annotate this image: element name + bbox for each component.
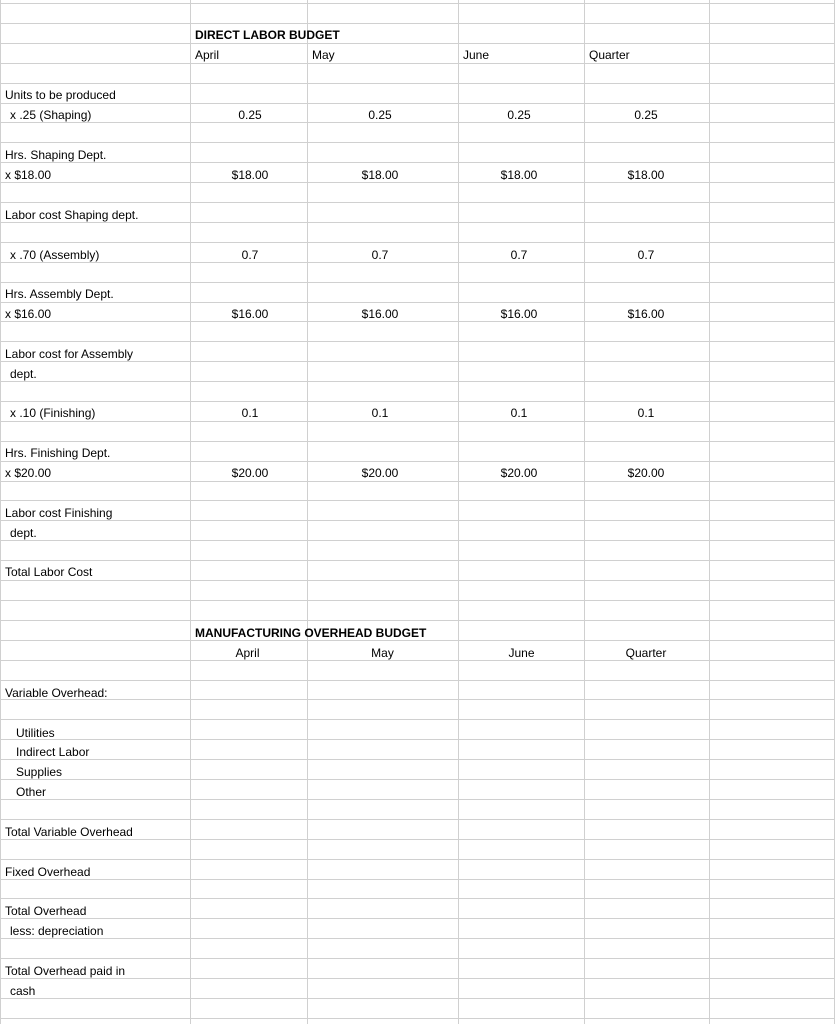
assembly-wage-quarter[interactable]: $16.00	[627, 307, 665, 321]
row-labor-cost-shaping: Labor cost Shaping dept.	[5, 208, 139, 222]
finishing-rate-may[interactable]: 0.1	[371, 406, 389, 420]
row-hrs-shaping: Hrs. Shaping Dept.	[5, 148, 107, 162]
header-quarter: Quarter	[589, 48, 630, 62]
shaping-wage-april[interactable]: $18.00	[231, 168, 269, 182]
finishing-rate-june[interactable]: 0.1	[510, 406, 528, 420]
row-supplies: Supplies	[16, 765, 63, 779]
column-gridline	[190, 0, 191, 1024]
header-april: April	[195, 48, 220, 62]
row-labor-cost-assembly-cont: dept.	[10, 367, 37, 381]
row-labor-cost-finishing: Labor cost Finishing	[5, 506, 113, 520]
row-labor-cost-assembly: Labor cost for Assembly	[5, 347, 134, 361]
header-may: May	[312, 48, 335, 62]
finishing-wage-june[interactable]: $20.00	[500, 466, 538, 480]
finishing-wage-quarter[interactable]: $20.00	[627, 466, 665, 480]
finishing-wage-april[interactable]: $20.00	[231, 466, 269, 480]
assembly-rate-april[interactable]: 0.7	[241, 248, 259, 262]
oh-header-quarter: Quarter	[625, 646, 667, 660]
shaping-wage-june[interactable]: $18.00	[500, 168, 538, 182]
oh-header-may: May	[371, 646, 394, 660]
row-fixed-overhead: Fixed Overhead	[5, 865, 91, 879]
assembly-rate-may[interactable]: 0.7	[371, 248, 389, 262]
row-indirect-labor: Indirect Labor	[16, 745, 90, 759]
row-shaping-wage: x $18.00	[5, 168, 52, 182]
column-gridline	[458, 0, 459, 1024]
row-other: Other	[16, 785, 47, 799]
finishing-wage-may[interactable]: $20.00	[361, 466, 399, 480]
oh-header-april: April	[235, 646, 260, 660]
row-total-overhead-cash: Total Overhead paid in	[5, 964, 126, 978]
column-gridline	[0, 0, 1, 1024]
row-hrs-assembly: Hrs. Assembly Dept.	[5, 287, 114, 301]
row-total-labor-cost: Total Labor Cost	[5, 565, 93, 579]
row-finishing-wage: x $20.00	[5, 466, 52, 480]
assembly-wage-june[interactable]: $16.00	[500, 307, 538, 321]
row-total-overhead-cash-cont: cash	[10, 984, 36, 998]
row-less-depreciation: less: depreciation	[10, 924, 104, 938]
row-assembly-rate: x .70 (Assembly)	[10, 248, 100, 262]
assembly-rate-quarter[interactable]: 0.7	[637, 248, 655, 262]
finishing-rate-april[interactable]: 0.1	[241, 406, 259, 420]
shaping-rate-quarter[interactable]: 0.25	[634, 108, 658, 122]
shaping-wage-quarter[interactable]: $18.00	[627, 168, 665, 182]
shaping-wage-may[interactable]: $18.00	[361, 168, 399, 182]
direct-labor-title: DIRECT LABOR BUDGET	[195, 28, 340, 42]
row-labor-cost-finishing-cont: dept.	[10, 526, 37, 540]
row-variable-overhead: Variable Overhead:	[5, 686, 108, 700]
row-assembly-wage: x $16.00	[5, 307, 52, 321]
row-utilities: Utilities	[16, 726, 55, 740]
row-total-overhead: Total Overhead	[5, 904, 87, 918]
row-units-to-produce: Units to be produced	[5, 88, 116, 102]
shaping-rate-may[interactable]: 0.25	[368, 108, 392, 122]
header-june: June	[463, 48, 490, 62]
finishing-rate-quarter[interactable]: 0.1	[637, 406, 655, 420]
column-gridline	[584, 0, 585, 1024]
row-shaping-rate: x .25 (Shaping)	[10, 108, 92, 122]
row-finishing-rate: x .10 (Finishing)	[10, 406, 96, 420]
shaping-rate-june[interactable]: 0.25	[507, 108, 531, 122]
row-total-variable-overhead: Total Variable Overhead	[5, 825, 133, 839]
row-hrs-finishing: Hrs. Finishing Dept.	[5, 446, 111, 460]
column-gridline	[307, 0, 308, 1024]
oh-header-june: June	[508, 646, 535, 660]
shaping-rate-april[interactable]: 0.25	[238, 108, 262, 122]
overhead-title: MANUFACTURING OVERHEAD BUDGET	[195, 626, 427, 640]
assembly-wage-april[interactable]: $16.00	[231, 307, 269, 321]
assembly-rate-june[interactable]: 0.7	[510, 248, 528, 262]
column-gridline	[709, 0, 710, 1024]
assembly-wage-may[interactable]: $16.00	[361, 307, 399, 321]
